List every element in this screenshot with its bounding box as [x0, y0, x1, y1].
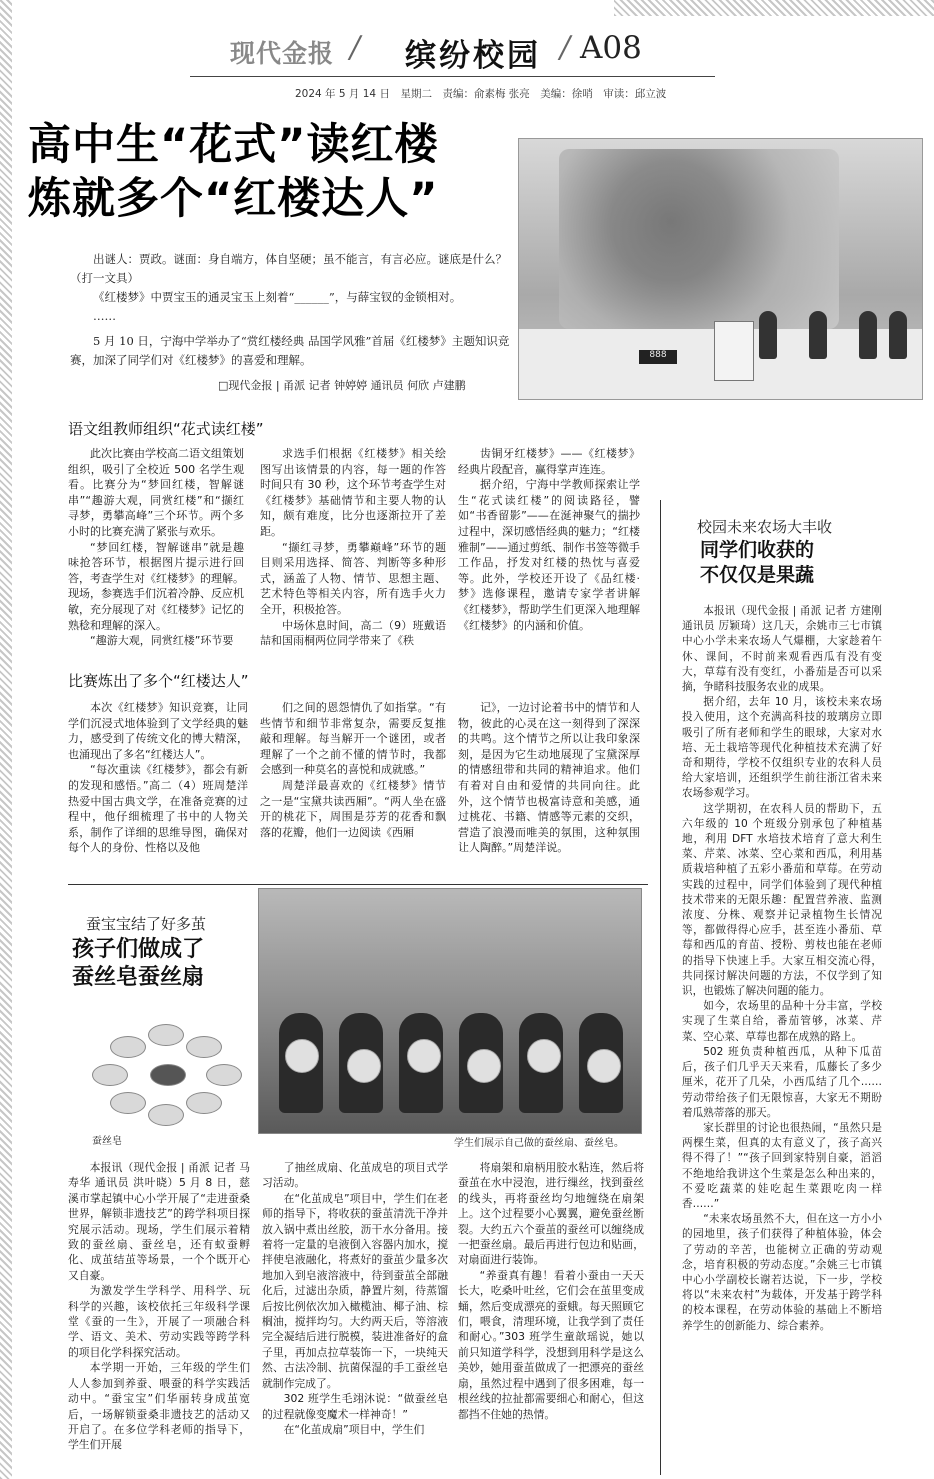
headline-line: 高中生“花式”读红楼 [28, 120, 439, 170]
section-name: 缤纷校园 [405, 38, 541, 74]
subhead: 语文组教师组织“花式读红楼” [68, 420, 264, 438]
soap-bar [110, 1092, 146, 1114]
riddle-paragraph: 出谜人：贾政。谜面：身自端方，体自坚硬；虽不能言，有言必应。谜底是什么？（打一文具） [70, 252, 507, 285]
silk-kicker: 蚕宝宝结了好多茧 [86, 915, 207, 933]
paragraph: 本学期一开始，三年级的学生们人人参加到养蚕、喂蚕的科学实践活动中。“蚕宝宝”们华丽转身成茧宽后，一场解锁蚕桑非遗技艺的活动又开启了。在多位学科老师的指导下，学生们开展 [68, 1361, 250, 1452]
paragraph: “养蚕真有趣！看着小蚕由一天天长大，吃桑叶吐丝，它们会在茧里变成蛹，然后变成漂亮的蚕蛾。每天照顾它们，喂食，清理环境，让我学到了责任和耐心。”303 班学生童歆瑶说，她以前只知道学科学，没想到用科学是这么美妙，她用蚕茧做成了一把漂亮的蚕丝扇，虽然过程中遇到了很多困难，每一根丝线的拉扯都需要细心和耐心，但这都挡不住她的热情。 [458, 1268, 644, 1421]
side-title [700, 538, 814, 588]
riddle-intro [70, 250, 510, 370]
paragraph: “每次重读《红楼梦》，都会有新的发现和感悟。”高二（4）班周楚洋热爱中国古典文学，在准备竞赛的过程中，他仔细梳理了书中的人物关系，制作了详细的思维导图，确保对每个人的身份、性格以及他 [68, 763, 248, 855]
paragraph: 此次比赛由学校高二语文组策划组织，吸引了全校近 500 名学生观看。比赛分为“梦回红楼，智解谜串”“趣游大观，同赏红楼”和“撷红寻梦，勇攀高峰”三个环节。两个多小时的比赛充满了紧张与欢乐。 [68, 447, 244, 538]
paragraph: 中场休息时间，高二（9）班戴语喆和国雨桐两位同学带来了《秩 [260, 618, 446, 648]
soap-bar [150, 1064, 186, 1086]
paragraph: 为激发学生学科学、用科学、玩科学的兴趣，该校依托三年级科学课堂《蚕的一生》，开展了一项融合科学、语文、美术、劳动实践等跨学科的项目化学科探究活动。 [68, 1284, 250, 1359]
paragraph: 周楚洋最喜欢的《红楼梦》情节之一是“宝黛共读西厢”。“两人坐在盛开的桃花下，周围是芬芳的花香和飘落的花瓣，他们一边阅读《西厢 [260, 778, 446, 839]
silk-fan [407, 1039, 441, 1073]
silk-soap-photo [70, 1020, 260, 1135]
side-column [682, 604, 882, 1334]
top-hatch-border [614, 0, 934, 16]
paragraph: 了抽丝成扇、化茧成皂的项目式学习活动。 [262, 1161, 448, 1190]
brand-name: 现代金报 [230, 39, 335, 68]
paragraph: 家长群里的讨论也很热闹，“虽然只是两棵生菜，但真的太有意义了，孩子高兴得不得了！”“孩子回到家特别自豪，滔滔不绝地给我讲这个生菜是怎么种出来的，不爱吃蔬菜的娃吃起生菜跟吃肉一样香……” [682, 1121, 882, 1210]
side-title-line: 不仅仅是果蔬 [700, 564, 815, 586]
article-column [458, 1160, 644, 1422]
masthead-rule [190, 76, 715, 77]
soap-bar [148, 1024, 184, 1046]
paragraph: 502 班负责种植西瓜，从种下瓜苗后，孩子们几乎天天来看，瓜藤长了多少厘米，花开了几朵，小西瓜结了几个……劳动带给孩子们无限惊喜，大家无不期盼着瓜熟蒂落的那天。 [682, 1045, 882, 1119]
student-figure [809, 311, 827, 359]
dateline: 2024 年 5 月 14 日 星期二 责编：俞素梅 张亮 美编：徐哨 审读：邱立波 [295, 88, 667, 100]
article-column [458, 700, 640, 856]
students-photo [258, 888, 642, 1134]
riddle-paragraph: 《红楼梦》中贾宝玉的通灵宝玉上刻着“______”，与薛宝钗的金锁相对。 [93, 290, 462, 304]
paragraph: 本次《红楼梦》知识竞赛，让同学们沉浸式地体验到了文学经典的魅力，感受到了传统文化的博大精深，也涌现出了多名“红楼达人”。 [68, 701, 248, 761]
column-divider [660, 500, 661, 1475]
paragraph: 在“化茧成皂”项目中，学生们在老师的指导下，将收获的蚕茧清洗干净并放入锅中煮出丝胶，沥干水分备用。接着将一定量的皂液倒入容器内加水，搅拌使皂液融化，将煮好的蚕茧少量多次地加入到皂液溶液中，待到蚕茧全部融化后，过滤出杂质，静置片刻，待蒸馏后按比例依次加入橄榄油、椰子油、棕榈油，搅拌均匀。大约两天后，等溶液完全凝结后进行脱模，装进准备好的盒子里，再加点拉草装饰一下，一块纯天然、古法冷制、抗菌保湿的手工蚕丝皂就制作完成了。 [262, 1191, 448, 1390]
soap-bar [110, 1036, 146, 1058]
scroll-painting [559, 149, 839, 329]
paragraph: 本报讯（现代金报 | 甬派 记者 马寿华 通讯员 洪叶晓）5 月 8 日，慈溪市掌起镇中心小学开展了“走进蚕桑世界，解锁非遗技艺”的跨学科项目探究展示活动。现场，学生们展示着精致的蚕丝扇、蚕丝皂，还有蚁蚕孵化、成茧结茧等场景，一个个既开心又自豪。 [68, 1161, 250, 1282]
student-figure [759, 311, 777, 359]
article-column [458, 446, 640, 633]
riddle-paragraph: …… [93, 309, 116, 323]
paragraph: 如今，农场里的品种十分丰富，学校实现了生菜自给，番茄管够，冰菜、芹菜、空心菜、草莓也都在成熟的路上。 [682, 1000, 882, 1043]
side-kicker: 校园未来农场大丰收 [697, 518, 833, 536]
paragraph: 求选手们根据《红楼梦》相关绘图写出该情景的内容，每一题的作答时间只有 30 秒，这个环节考查学生对《红楼梦》基础情节和主要人物的认知，颇有难度，比分也逐渐拉开了差距。 [260, 447, 446, 538]
contest-photo [518, 138, 923, 400]
paragraph: 本报讯（现代金报 | 甬派 记者 方建刚 通讯员 厉颖琦）这几天，余姚市三七市镇中心小学未来农场人气爆棚，大家趁着午休、课间，不时前来观看西瓜有没有变大，草莓有没有变红，小番茄是否可以采摘，争睹科技服务农业的成果。 [682, 605, 882, 694]
article-column [260, 446, 446, 649]
student-figure [859, 311, 877, 359]
paragraph: 据介绍，宁海中学教师探索让学生“花式读红楼”的阅读路径，譬如“书香留影”——在涎神聚气的揣抄过程中，深切感悟经典的魅力；“红楼雅制”——通过剪纸、制作书签等微手工作品，抒发对红楼的热忱与喜爱等。此外，学校还开设了《品红楼·梦》选修课程，邀请专家学者讲解《红楼梦》，帮助学生们更深入地理解《红楼梦》的内涵和价值。 [458, 478, 640, 632]
paragraph: 记》，一边讨论着书中的情节和人物，彼此的心灵在这一刻得到了深深的共鸣。这个情节之所以让我印象深刻，是因为它生动地展现了宝黛深厚的情感纽带和共同的精神追求。他们有着对自由和爱情的共同向往。此外，这个情节也极富诗意和美感，通过桃花、书籍、情感等元素的交织，营造了浪漫而唯美的氛围，这种氛围让人陶醉。”周楚洋说。 [458, 701, 640, 855]
student-figure [889, 311, 907, 359]
silk-title [72, 936, 204, 992]
main-headline [28, 118, 439, 226]
score-display: 888 [639, 350, 677, 364]
byline: □现代金报 | 甬派 记者 钟婷婷 通讯员 何欣 卢建鹏 [218, 379, 466, 392]
soap-caption: 蚕丝皂 [92, 1136, 122, 1147]
page-number: A08 [580, 30, 642, 66]
silk-title-line: 蚕丝皂蚕丝扇 [72, 965, 205, 990]
silk-fan [527, 1039, 561, 1073]
masthead [190, 30, 720, 78]
article-column [68, 446, 244, 649]
students-caption: 学生们展示自己做的蚕丝扇、蚕丝皂。 [454, 1138, 624, 1149]
paragraph: “撷红寻梦，勇攀巅峰”环节的题目则采用选择、简答、判断等多种形式，涵盖了人物、情节、思想主题、艺术特色等相关内容，所有选手火力全开，积极抢答。 [260, 540, 446, 616]
paragraph: 据介绍，去年 10 月，该校未来农场投入使用，这个充满高科技的玻璃房立即吸引了所有老师和学生的眼球，大家对水培、无土栽培等现代化种植技术充满了好奇和期待，学校不仅组织专业的农科人员给大家培训，还组织学生前往浙江省未来农场参观学习。 [682, 696, 882, 800]
masthead-slash: / [350, 30, 361, 65]
left-hatch-border [0, 0, 12, 1479]
soap-bar [92, 1064, 128, 1086]
article-column [260, 700, 446, 840]
side-title-line: 同学们收获的 [700, 539, 815, 561]
podium [714, 321, 754, 381]
paragraph: “未来农场虽然不大，但在这一方小小的园地里，孩子们获得了种植体验，体会了劳动的辛苦，也能树立正确的劳动观念，培育积极的劳动态度。”余姚三七市镇中心小学副校长谢若达说，下一步，学校将以“未来农村”为载体，开发基于跨学科的校本课程，在劳动体验的基础上不断培养学生的创新能力、综合素养。 [682, 1213, 882, 1332]
soap-bar [186, 1036, 222, 1058]
paragraph: “梦回红楼，智解谜串”就是趣味抢答环节，根据图片提示进行回答，考查学生对《红楼梦》的理解。现场，参赛选手们沉着冷静、反应机敏，充分展现了对《红楼梦》记忆的熟稔和理解的深入。 [68, 540, 244, 632]
silk-fan [347, 1049, 381, 1083]
masthead-slash: / [560, 30, 571, 65]
silk-fan [587, 1049, 621, 1083]
paragraph: 将扇架和扇柄用胶水粘连，然后将蚕茧在水中浸泡，进行缫丝，找到蚕丝的线头，再将蚕丝均匀地缠绕在扇架上。这个过程要小心翼翼，避免蚕丝断裂。大约五六个蚕茧的蚕丝可以缠绕成一把蚕丝扇。最后再进行包边和贴画，对扇面进行装饰。 [458, 1161, 644, 1267]
paragraph: 在“化茧成扇”项目中，学生们 [283, 1422, 425, 1436]
soap-bar [206, 1064, 242, 1086]
subhead: 比赛炼出了多个“红楼达人” [68, 672, 249, 690]
silk-fan [467, 1049, 501, 1083]
article-column [68, 1160, 250, 1453]
paragraph: “趣游大观，同赏红楼”环节要 [90, 634, 234, 648]
paragraph: 302 班学生毛翊沐说：“做蚕丝皂的过程就像变魔术一样神奇！” [262, 1392, 448, 1421]
paragraph: 齿铜牙红楼梦》——《红楼梦》经典片段配音，赢得掌声连连。 [458, 447, 640, 476]
silk-fan [285, 1039, 319, 1073]
article-column [68, 700, 248, 856]
paragraph: 这学期初，在农科人员的帮助下，五六年级的 10 个班级分别承包了种植基地，利用 DFT 水培技术培育了意大利生菜、芹菜、冰菜、空心菜和西瓜，利用基质栽培种植了五彩小番茄和草莓。在劳动实践的过程中，同学们体验到了现代种植技术带来的无限乐趣：配置营养液、监测浓度、分株、观察并记录植物生长情况等，都做得得心应手，甚至连小番茄、草莓和西瓜的育苗、授粉、剪枝也能在老师的指导下快速上手。大家互相交流心得，共同探讨解决问题的方法，不仅学到了知识，也锻炼了解决问题的能力。 [682, 802, 882, 998]
section-divider [68, 884, 648, 885]
soap-bar [148, 1104, 184, 1126]
article-column [262, 1160, 448, 1437]
headline-line: 炼就多个“红楼达人” [28, 174, 439, 224]
lead-paragraph: 5 月 10 日，宁海中学举办了“赏红楼经典 品国学风雅”首届《红楼梦》主题知识竞赛，加深了同学们对《红楼梦》的喜爱和理解。 [70, 334, 510, 367]
silk-title-line: 孩子们做成了 [72, 937, 205, 962]
paragraph: 们之间的恩怨情仇了如指掌。“有些情节和细节非常复杂，需要反复推敲和理解。每当解开一个谜团，或者理解了一个之前不懂的情节时，我都会感到一种莫名的喜悦和成就感。” [260, 701, 446, 777]
soap-bar [186, 1092, 222, 1114]
